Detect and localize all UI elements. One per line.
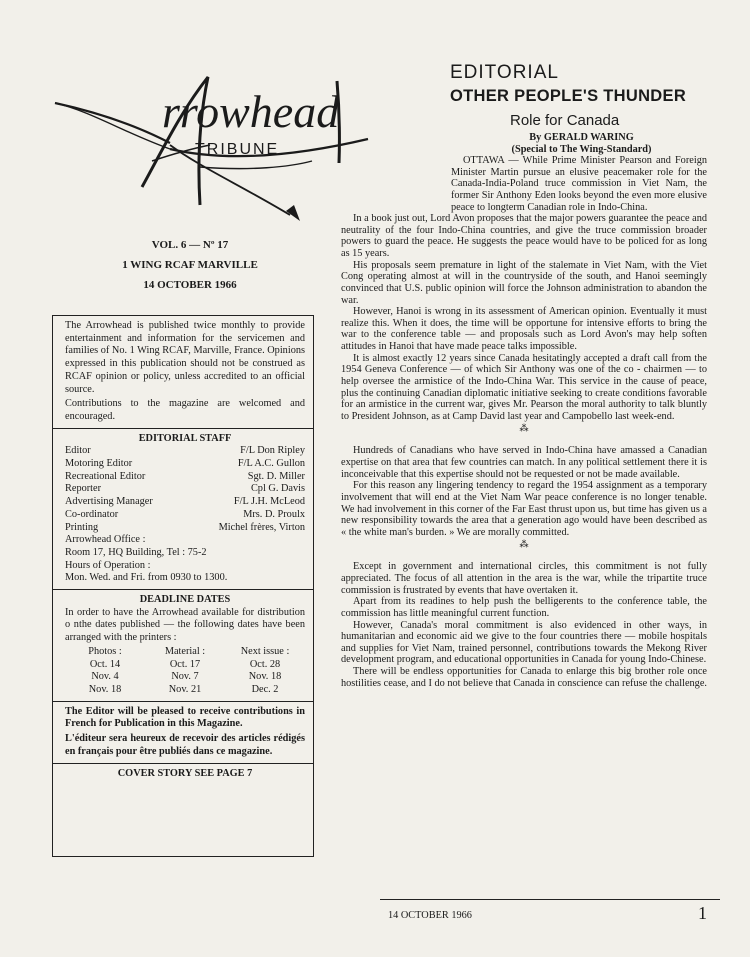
deadline-text: In order to have the Arrowhead available for distribution o nthe dates published — the following dates have been arranged with the printers : [65,606,305,644]
article-paragraph: There will be endless opportunities for Canada to enlarge this big brother role once hostilities cease, and I do not believe that Canada in conscience can refuse the challenge. [341,666,707,689]
article-paragraph: Except in government and international circles, this commitment is not fully appreciated. The focus of all attention in the area is the war, while the tripartite truce commission is frustrated by events that have overtaken it. [341,561,707,596]
staff-list [65,445,305,534]
staff-role: Editor [65,445,91,457]
office-value: Room 17, HQ Building, Tel : 75-2 [65,546,207,558]
article-paragraph: In a book just out, Lord Avon proposes that the major powers guarantee the peace and neutrality of the four Indo-China countries, and give the truce commission broader powers to guard the peace. He suggests the peace would have to be policed for as long as 15 years. [341,213,707,259]
article-paragraph: However, Canada's moral commitment is also evidenced in other ways, in humanitarian and economic aid we give to the four countries there — mobile hospitals and supplies for Viet Nam, trained personnel, contributions towards the Mekong River development program, and educational opportunities in Canada for young Indo-Chinese. [341,619,707,666]
article-paragraph: Hundreds of Canadians who have served in Indo-China have amassed a Canadian expertise on that area that few countries can match. In any political settlement there it is inconceivable that this expertise should not be requested or not be made available. [341,445,707,480]
staff-name: F/L Don Ripley [240,445,305,457]
divider [53,701,313,702]
issue-date: 14 OCTOBER 1966 [143,279,237,291]
divider [53,763,313,764]
staff-row [65,458,305,471]
table-header: Material : [164,645,206,657]
article-paragraph: It is almost exactly 12 years since Canada hesitatingly accepted a draft call from the 1954 Geneva Conference — of which Sir Anthony was one of the co - chairmen — to help oversee the armistice of the Indo-China War. This service in the cause of peace, plus the continuing Canadian diplomatic initiative seeking to create conditions favorable for an armistice in the current war, gives Mr. Pearson the moral authority to talk bluntly to President Johnson, as at Camp David last year and Campobello last week-end. [341,352,707,422]
office-label: Arrowhead Office : [65,534,146,546]
footer-date: 14 OCTOBER 1966 [388,910,472,921]
table-cell: Dec. 2 [251,683,279,695]
page-number: 1 [698,903,707,923]
hours-label: Hours of Operation : [65,559,151,571]
editor-note-french: L'éditeur sera heureux de recevoir des articles rédigés en français pour être publiés dans ce magazine. [65,733,305,757]
article-body [341,155,707,689]
table-cell: Nov. 18 [88,683,122,695]
table-cell: Oct. 14 [89,658,121,670]
article-paragraph: Apart from its readines to help push the belligerents to the conference table, the commission has little meaningful current function. [341,596,707,619]
byline [454,132,709,156]
staff-role: Co-ordinator [65,508,119,520]
staff-row [65,471,305,484]
cover-story-note: COVER STORY SEE PAGE 7 [117,767,253,779]
table-header: Next issue : [240,645,290,657]
staff-name: Sgt. D. Miller [247,470,305,482]
publication-info-box [52,315,314,857]
table-cell: Nov. 4 [91,671,119,683]
hours-value: Mon. Wed. and Fri. from 0930 to 1300. [65,572,228,584]
staff-row [65,509,305,522]
staff-row [65,445,305,458]
section-separator-icon: ⁂ [519,423,529,434]
staff-name: Cpl G. Davis [250,483,305,495]
staff-role: Reporter [65,483,102,495]
table-cell: Nov. 21 [168,683,202,695]
staff-row [65,483,305,496]
byline-author: By GERALD WARING [529,132,634,143]
staff-name: Mrs. D. Proulx [243,508,305,520]
masthead-logo [50,75,380,225]
byline-source: (Special to The Wing-Standard) [511,144,652,155]
divider [53,589,313,590]
staff-role: Motoring Editor [65,458,133,470]
editorial-headline: OTHER PEOPLE'S THUNDER [450,87,687,105]
volume-number: VOL. 6 — Nº 17 [151,239,229,251]
intro-text: The Arrowhead is published twice monthly to provide entertainment and information for the servicemen and families of No. 1 Wing RCAF, Marville, France. Opinions expressed in this publication should not be construed as RCAF opinion or policy, unless accredited to an official source. [65,320,305,395]
staff-name: F/L J.H. McLeod [233,496,305,508]
intro-section [65,320,305,424]
staff-role: Recreational Editor [65,470,146,482]
table-cell: Oct. 17 [169,658,201,670]
masthead-subtitle: TRIBUNE [195,141,280,158]
article-paragraph: OTTAWA — While Prime Minister Pearson and Foreign Minister Martin pursue an elusive peacemaker role for the Canada-India-Poland truce commission in Viet Nam, the former Sir Anthony Eden looks beyond the even more elusive peace to longterm Canadian role in Indo-China. [451,155,707,213]
table-cell: Nov. 18 [248,671,282,683]
table-cell: Nov. 7 [171,671,199,683]
editorial-subhead: Role for Canada [510,112,620,129]
staff-role: Printing [65,521,99,533]
article-paragraph: His proposals seem premature in light of the stalemate in Viet Nam, with the Viet Cong operating almost at will in the countryside of the south, and Hanoi seemingly convinced that U.S. public opinion will force the Johnson administration to abandon the war. [341,259,707,306]
staff-name: F/L A.C. Gullon [237,458,305,470]
staff-name: Michel frères, Virton [218,521,305,533]
staff-row [65,496,305,509]
masthead-title: rrowhead [162,86,340,137]
table-cell: Oct. 28 [249,658,281,670]
issue-info [50,235,330,295]
editorial-kicker: EDITORIAL [450,62,559,83]
article-paragraph: For this reason any lingering tendency to regard the 1954 assignment as a temporary involvement that will end at the Viet Nam War peace conference is no longer tenable. We had involvement in this corner of the Far East thrust upon us, but time has given us a new responsibility towards the area that a generation ago would have been described as « the white man's burden. » We are morally committed. [341,480,707,538]
unit-name: 1 WING RCAF MARVILLE [122,259,258,271]
table-header: Photos : [88,645,122,657]
article-paragraph: However, Hanoi is wrong in its assessment of American opinion. Eventually it must realize this. When it does, the time will be opportune for intensive efforts to bring the war to the conference table — and proposals such as Lord Avon's may help soften attitudes in Hanoi that have made peace talks impossible. [341,306,707,352]
editor-note-english: The Editor will be pleased to receive contributions in French for Publication in this Magazine. [65,705,305,730]
deadline-title: DEADLINE DATES [139,594,231,606]
staff-title: EDITORIAL STAFF [138,432,232,444]
deadline-table [65,646,305,697]
divider [53,428,313,429]
staff-row [65,522,305,535]
staff-role: Advertising Manager [65,496,153,508]
section-separator-icon: ⁂ [519,539,529,550]
office-info [65,534,305,585]
contributions-text: Contributions to the magazine are welcomed and encouraged. [65,398,305,422]
footer-divider [380,899,720,900]
